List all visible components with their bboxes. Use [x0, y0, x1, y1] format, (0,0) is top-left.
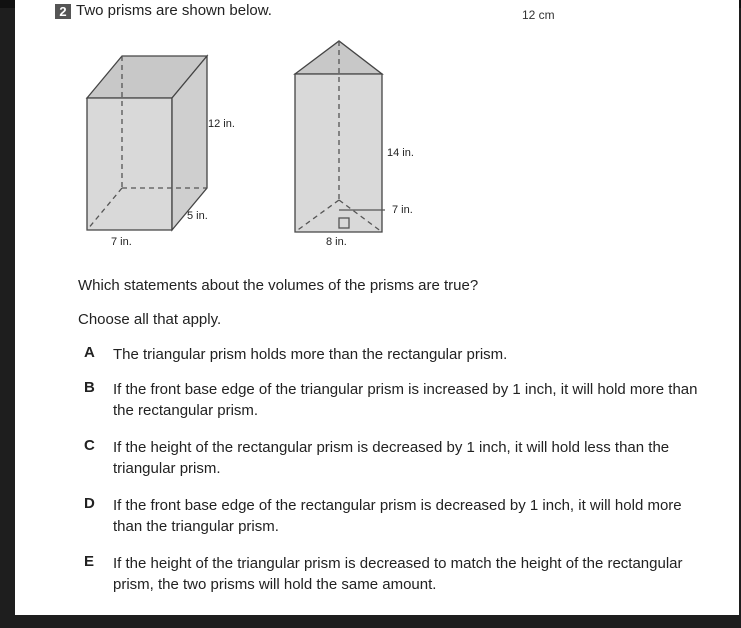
- choice-letter: A: [84, 344, 95, 361]
- question-instruction: Choose all that apply.: [78, 311, 222, 328]
- triangular-prism: [295, 41, 385, 232]
- rect-width-label: 7 in.: [111, 236, 132, 248]
- choice-letter: C: [84, 437, 95, 454]
- rect-height-label: 12 in.: [208, 118, 235, 130]
- rect-depth-label: 5 in.: [187, 210, 208, 222]
- tri-height-label: 14 in.: [387, 147, 414, 159]
- choice-text: If the front base edge of the triangular prism is increased by 1 inch, it will hold more than the rectangular prism.: [113, 381, 698, 419]
- rect-prism-front-face: [87, 98, 172, 230]
- choice-letter: B: [84, 379, 95, 396]
- choice-text: If the height of the triangular prism is decreased to match the height of the rectangular prism, the two prisms will hold the same amount.: [113, 555, 683, 593]
- rectangular-prism: [87, 56, 207, 230]
- choice-text: If the height of the rectangular prism is decreased by 1 inch, it will hold less than the triangular prism.: [113, 439, 670, 477]
- corner-note: 12 cm: [522, 8, 555, 22]
- choice-letter: D: [84, 495, 95, 512]
- question-number-badge: 2: [55, 4, 71, 19]
- choice-letter: E: [84, 553, 95, 570]
- choice-text: If the front base edge of the rectangular prism is decreased by 1 inch, it will hold more than the triangular prism.: [113, 497, 682, 535]
- tri-triangle-height-label: 7 in.: [392, 204, 413, 216]
- worksheet-page: [15, 0, 739, 615]
- prisms-figure: [15, 0, 739, 260]
- tri-base-label: 8 in.: [326, 236, 347, 248]
- question-prompt: Which statements about the volumes of the prisms are true?: [78, 277, 479, 294]
- question-title: Two prisms are shown below.: [76, 2, 272, 19]
- choice-text: The triangular prism holds more than the rectangular prism.: [113, 346, 508, 363]
